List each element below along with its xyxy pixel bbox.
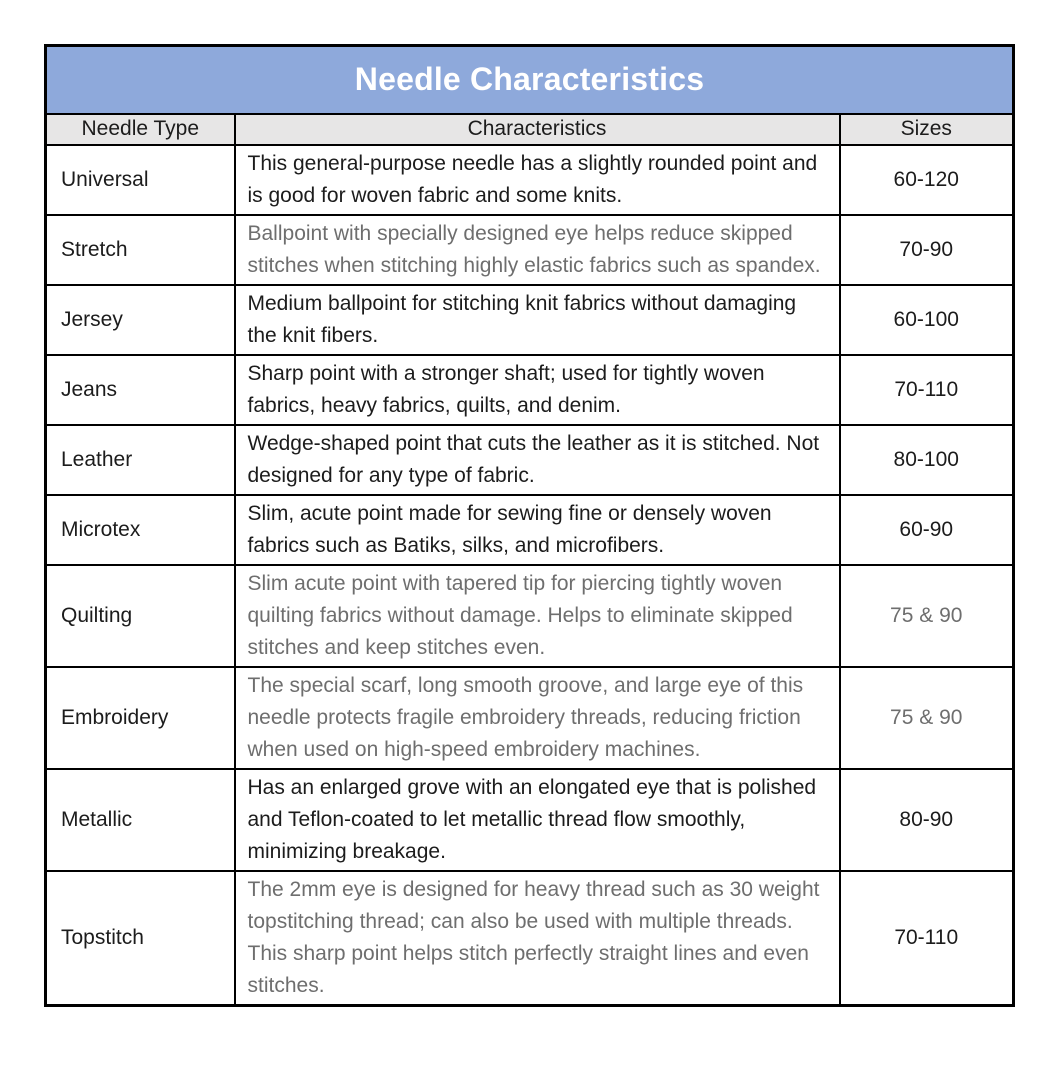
table-row <box>46 769 1014 871</box>
needle-type-cell: Jersey <box>46 285 235 355</box>
table-row <box>46 215 1014 285</box>
needle-type-cell: Microtex <box>46 495 235 565</box>
title-row <box>46 46 1014 114</box>
table-row <box>46 565 1014 667</box>
needle-type-cell: Leather <box>46 425 235 495</box>
sizes-cell: 80-100 <box>840 425 1014 495</box>
characteristics-cell: This general-purpose needle has a slightly rounded point and is good for woven fabric and some knits. <box>235 145 840 215</box>
needle-type-cell: Metallic <box>46 769 235 871</box>
needle-type-cell: Quilting <box>46 565 235 667</box>
column-header-needle-type: Needle Type <box>46 114 235 145</box>
characteristics-cell: Wedge-shaped point that cuts the leather as it is stitched. Not designed for any type of fabric. <box>235 425 840 495</box>
sizes-cell: 60-90 <box>840 495 1014 565</box>
needle-type-cell: Jeans <box>46 355 235 425</box>
table-row <box>46 425 1014 495</box>
characteristics-cell: Slim, acute point made for sewing fine or densely woven fabrics such as Batiks, silks, and microfibers. <box>235 495 840 565</box>
needle-type-cell: Embroidery <box>46 667 235 769</box>
sizes-cell: 70-110 <box>840 871 1014 1006</box>
table-row <box>46 495 1014 565</box>
characteristics-cell: Has an enlarged grove with an elongated eye that is polished and Teflon-coated to let metallic thread flow smoothly, minimizing breakage. <box>235 769 840 871</box>
sizes-cell: 80-90 <box>840 769 1014 871</box>
sizes-cell: 60-120 <box>840 145 1014 215</box>
column-header-characteristics: Characteristics <box>235 114 840 145</box>
table-title: Needle Characteristics <box>46 46 1014 114</box>
sizes-cell: 70-110 <box>840 355 1014 425</box>
characteristics-cell: Sharp point with a stronger shaft; used for tightly woven fabrics, heavy fabrics, quilts, and denim. <box>235 355 840 425</box>
needle-characteristics-sheet <box>44 44 1012 1007</box>
sizes-cell: 75 & 90 <box>840 667 1014 769</box>
characteristics-cell: The 2mm eye is designed for heavy thread such as 30 weight topstitching thread; can also be used with multiple threads. This sharp point helps stitch perfectly straight lines and even stitches. <box>235 871 840 1006</box>
needle-type-cell: Topstitch <box>46 871 235 1006</box>
table-row <box>46 355 1014 425</box>
column-header-row <box>46 114 1014 145</box>
needle-type-cell: Universal <box>46 145 235 215</box>
characteristics-cell: Ballpoint with specially designed eye helps reduce skipped stitches when stitching highly elastic fabrics such as spandex. <box>235 215 840 285</box>
characteristics-cell: Slim acute point with tapered tip for piercing tightly woven quilting fabrics without damage. Helps to eliminate skipped stitches and keep stitches even. <box>235 565 840 667</box>
characteristics-cell: The special scarf, long smooth groove, and large eye of this needle protects fragile embroidery threads, reducing friction when used on high-speed embroidery machines. <box>235 667 840 769</box>
sizes-cell: 75 & 90 <box>840 565 1014 667</box>
column-header-sizes: Sizes <box>840 114 1014 145</box>
sizes-cell: 60-100 <box>840 285 1014 355</box>
table-row <box>46 285 1014 355</box>
table-row <box>46 667 1014 769</box>
sizes-cell: 70-90 <box>840 215 1014 285</box>
table-row <box>46 145 1014 215</box>
needle-type-cell: Stretch <box>46 215 235 285</box>
characteristics-cell: Medium ballpoint for stitching knit fabrics without damaging the knit fibers. <box>235 285 840 355</box>
needle-characteristics-table <box>44 44 1015 1007</box>
table-row <box>46 871 1014 1006</box>
